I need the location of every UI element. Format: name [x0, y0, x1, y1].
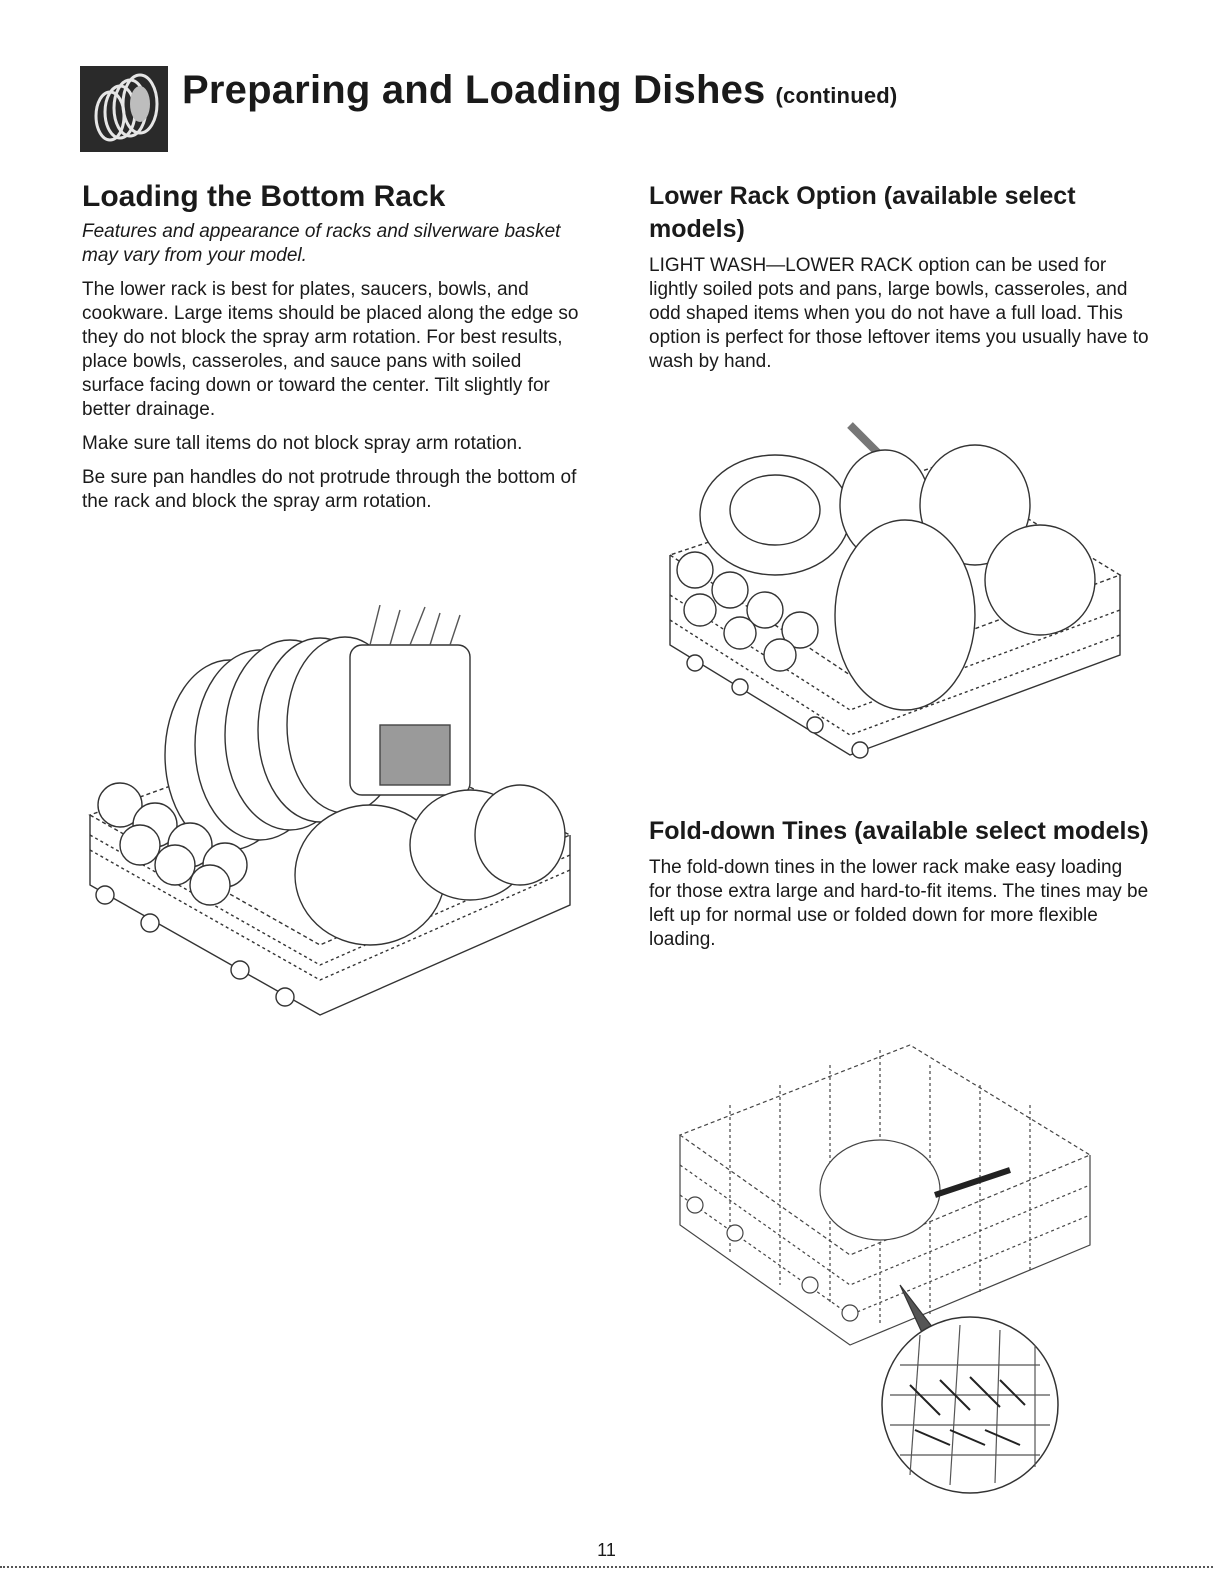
footer-rule	[0, 1566, 1213, 1568]
lower-rack-option-heading: Lower Rack Option (available select models)	[649, 182, 1076, 243]
page-title-text: Preparing and Loading Dishes	[182, 68, 766, 112]
bottom-rack-paragraph-3: Be sure pan handles do not protrude through the bottom of the rack and block the spray arm rotation.	[82, 467, 577, 512]
fold-down-tines-paragraph: The fold-down tines in the lower rack make easy loading for those extra large and hard-to-fit items. The tines may be left up for normal use or folded down for more flexible loading.	[649, 857, 1149, 950]
page-title-continued: (continued)	[775, 83, 898, 108]
fold-down-tines-heading: Fold-down Tines (available select models)	[649, 817, 1149, 845]
bottom-rack-paragraph-2: Make sure tall items do not block spray arm rotation.	[82, 433, 523, 454]
fold-down-tines-illustration	[650, 1005, 1110, 1505]
bottom-rack-section	[82, 180, 582, 524]
lower-rack-option-illustration	[650, 405, 1150, 765]
page-title	[182, 68, 897, 113]
fold-down-tines-section	[649, 815, 1149, 962]
loaded-bottom-rack-illustration	[80, 605, 580, 1025]
page-number: 11	[597, 1540, 616, 1560]
dish-stack-icon	[80, 66, 168, 152]
page-header	[80, 62, 1140, 152]
lower-rack-option-paragraph: LIGHT WASH—LOWER RACK option can be used for lightly soiled pots and pans, large bowls, casseroles, and odd shaped items when you do not have a full load. This option is perfect for those leftover items you usually have to wash by hand.	[649, 255, 1149, 372]
model-variation-note: Features and appearance of racks and silverware basket may vary from your model.	[82, 221, 561, 266]
bottom-rack-paragraph-1: The lower rack is best for plates, saucers, bowls, and cookware. Large items should be placed along the edge so they do not block the spray arm rotation. For best results, place bowls, casseroles, and sauce pans with soiled surface facing down or toward the center. Tilt slightly for better drainage.	[82, 279, 579, 420]
lower-rack-option-section	[649, 180, 1149, 384]
bottom-rack-heading: Loading the Bottom Rack	[82, 180, 446, 213]
